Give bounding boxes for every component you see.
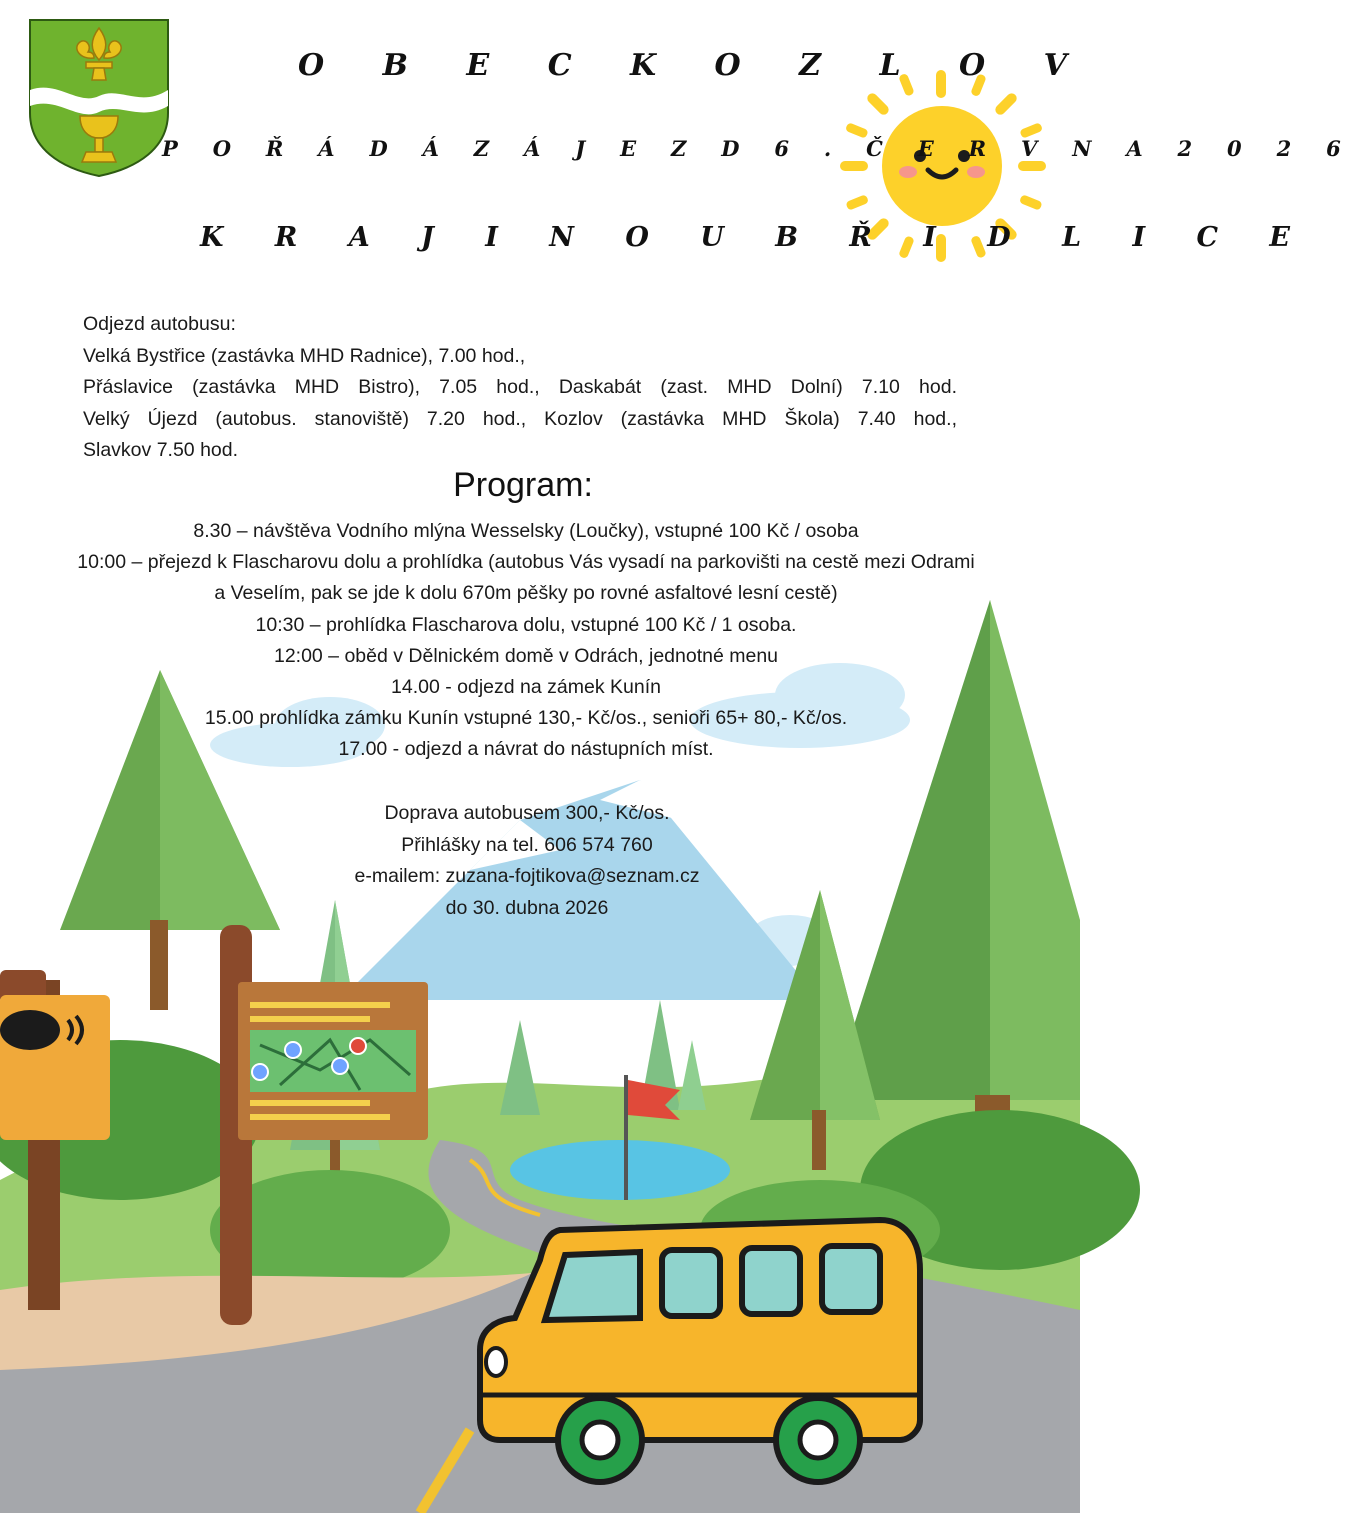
email-registration: e-mailem: zuzana-fojtikova@seznam.cz [354,865,700,887]
program-item: 15.00 prohlídka zámku Kunín vstupné 130,- Kč/os., senioři 65+ 80,- Kč/os. [204,707,848,730]
departure-line: Slavkov 7.50 hod. [83,439,239,461]
lake [510,1140,730,1200]
departure-line: Přáslavice (zastávka MHD Bistro), 7.05 hod., Daskabát (zast. MHD Dolní) 7.10 hod. [83,376,957,398]
village-title: O B E C K O Z L O V [298,48,1091,83]
program-item: 17.00 - odjezd a návrat do nástupních míst. [338,738,714,761]
program-item: 14.00 - odjezd na zámek Kunín [391,676,661,699]
departure-info [83,309,957,467]
transport-price: Doprava autobusem 300,- Kč/os. [384,802,670,824]
departure-line: Velká Bystřice (zastávka MHD Radnice), 7.00 hod., [83,344,526,367]
program-item: 10:30 – prohlídka Flascharova dolu, vstupné 100 Kč / 1 osoba. [255,613,797,636]
phone-registration: Přihlášky na tel. 606 574 760 [401,833,653,856]
departure-heading: Odjezd autobusu: [83,313,236,335]
program-heading: Program: [453,466,593,504]
program-item: a Veselím, pak se jde k dolu 670m pěšky po rovné asfaltové lesní cestě) [214,582,838,605]
program-list [40,516,1012,766]
contact-info [0,798,1054,924]
event-announcement: P O Ř Á D Á Z Á J E Z D 6 . Č E R V N A 2 0 2 6 [162,136,1355,161]
registration-deadline: do 30. dubna 2026 [445,896,609,919]
trip-name: K R A J I N O U B Ř I D L I C E [200,222,1311,253]
program-item: 8.30 – návštěva Vodního mlýna Wesselsky (Loučky), vstupné 100 Kč / osoba [193,520,859,542]
village-emblem [28,18,170,178]
program-item: 12:00 – oběd v Dělnickém domě v Odrách, jednotné menu [273,644,779,667]
program-item: 10:00 – přejezd k Flascharovu dolu a prohlídka (autobus Vás vysadí na parkovišti na cestě mezi Odrami [77,551,975,574]
departure-line: Velký Újezd (autobus. stanoviště) 7.20 hod., Kozlov (zastávka MHD Škola) 7.40 hod., [83,407,957,430]
bus [480,1220,920,1482]
